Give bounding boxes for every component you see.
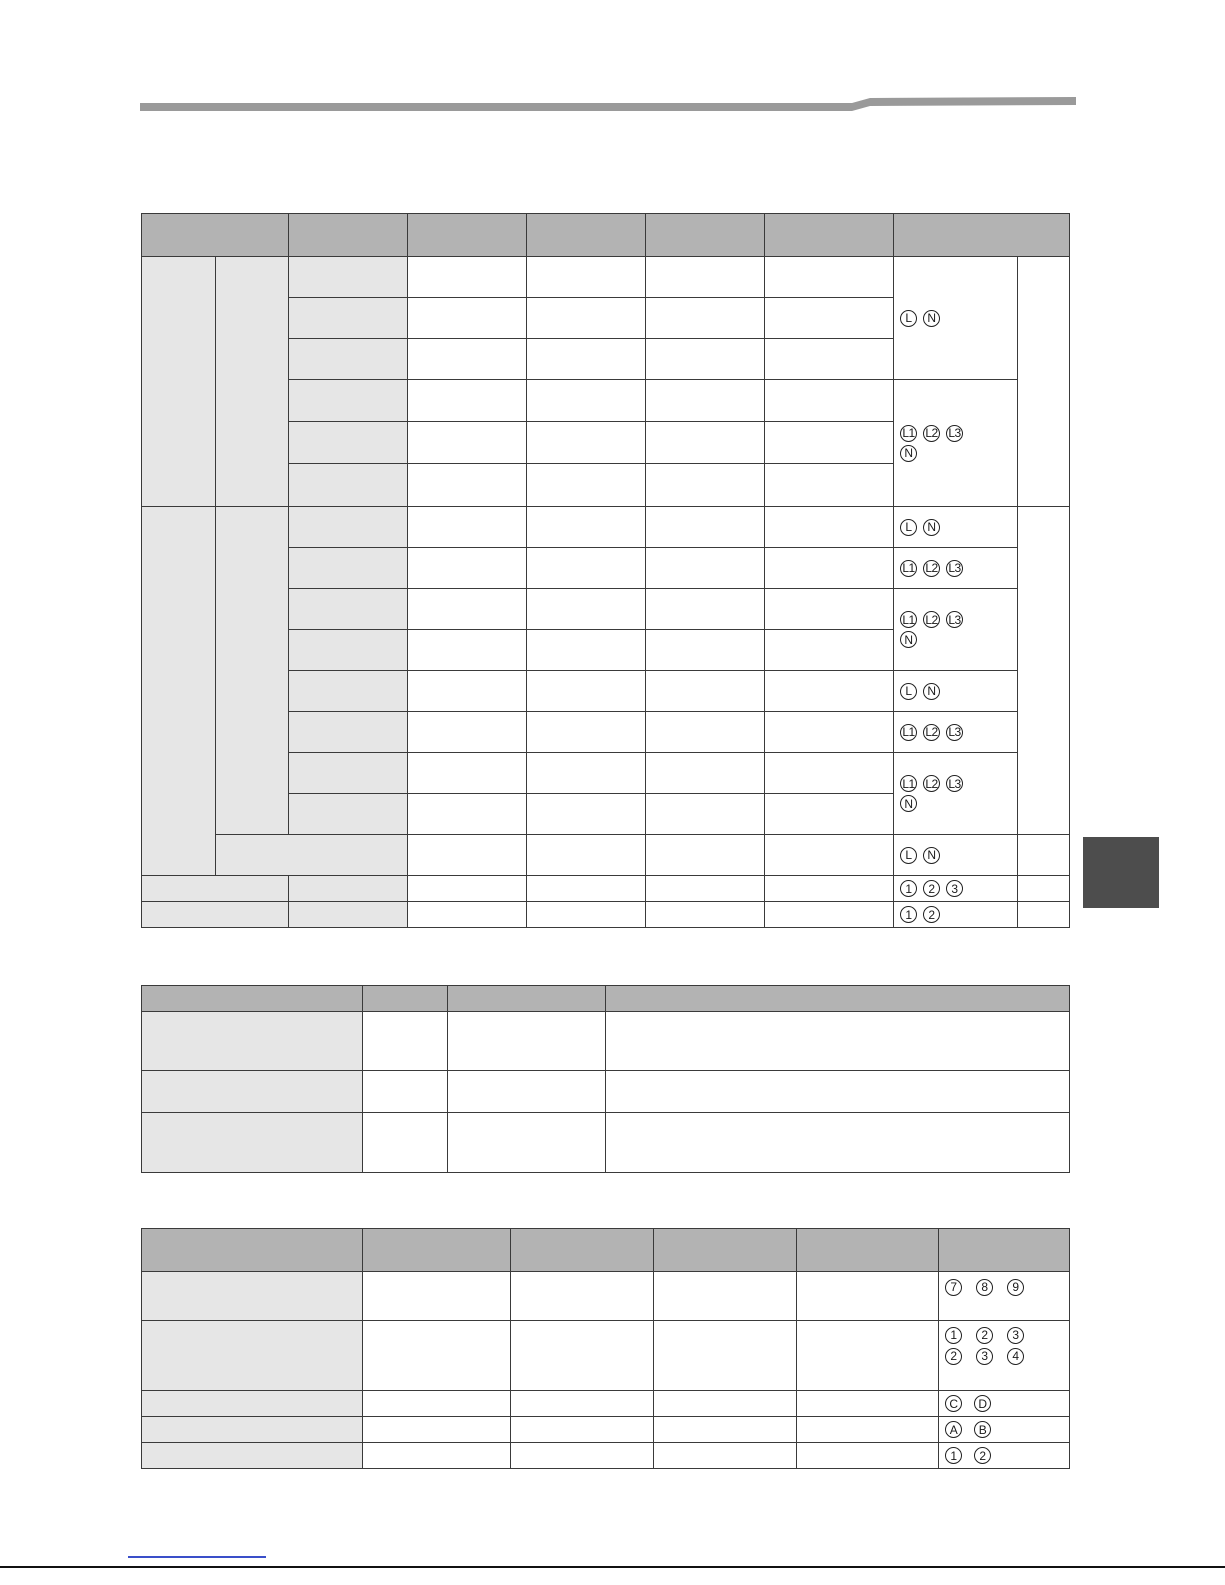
terminal-d-icon: D [974,1395,991,1412]
table-row [142,1113,1070,1173]
terminal-cell-ab [939,1417,1070,1443]
terminal-cell-cd [939,1391,1070,1417]
table-row [142,835,1070,876]
terminal-cell-3ph [894,712,1018,753]
table-row [142,1012,1070,1071]
terminal-l1-icon: L1 [900,425,917,442]
terminal-l2-icon: L2 [923,611,940,628]
terminal-l3-icon: L3 [946,560,963,577]
terminal-l2-icon: L2 [923,425,940,442]
terminal-n-icon: N [900,445,917,462]
terminal-l1-icon: L1 [900,775,917,792]
terminal-n-icon: N [923,683,940,700]
table-row [142,257,1070,298]
table-row [142,1071,1070,1113]
terminal-cell-12 [894,902,1018,928]
terminal-3-icon: 3 [976,1348,993,1365]
terminal-n-icon: N [923,310,940,327]
table-row [142,507,1070,548]
terminal-l3-icon: L3 [946,775,963,792]
terminal-cell-l-n [894,257,1018,380]
terminal-a-icon: A [945,1421,962,1438]
table-row [142,1443,1070,1469]
terminal-l1-icon: L1 [900,724,917,741]
table-header-row [142,1229,1070,1272]
table-row [142,1417,1070,1443]
terminal-1-icon: 1 [900,880,917,897]
terminal-cell-12 [939,1443,1070,1469]
wiring-spec-table [141,985,1070,1173]
terminal-9-icon: 9 [1007,1279,1024,1296]
table-row [142,1321,1070,1391]
footer-link[interactable] [128,1556,266,1558]
footer-rule [0,1566,1225,1568]
terminal-b-icon: B [974,1421,991,1438]
terminal-n-icon: N [923,847,940,864]
terminal-l2-icon: L2 [923,775,940,792]
terminal-l-icon: L [900,847,917,864]
terminal-2-icon: 2 [976,1327,993,1344]
terminal-l-icon: L [900,310,917,327]
power-supply-table [141,213,1070,928]
terminal-n-icon: N [900,631,917,648]
terminal-2-icon: 2 [974,1447,991,1464]
terminal-cell-l-n [894,671,1018,712]
terminal-cell-3ph-n [894,380,1018,507]
terminal-cell-789 [939,1272,1070,1321]
terminal-l3-icon: L3 [946,724,963,741]
terminal-3-icon: 3 [946,880,963,897]
table-row [142,1272,1070,1321]
control-terminal-table [141,1228,1070,1469]
table-header-row [142,214,1070,257]
terminal-cell-3ph-n [894,753,1018,835]
terminal-l3-icon: L3 [946,611,963,628]
terminal-cell-3ph [894,548,1018,589]
terminal-l3-icon: L3 [946,425,963,442]
table-row [142,876,1070,902]
terminal-l2-icon: L2 [923,560,940,577]
terminal-2-icon: 2 [923,880,940,897]
terminal-1-icon: 1 [945,1327,962,1344]
terminal-cell-123-234 [939,1321,1070,1391]
terminal-cell-123 [894,876,1018,902]
terminal-cell-l-n [894,507,1018,548]
table-header-row [142,986,1070,1012]
terminal-n-icon: N [923,519,940,536]
terminal-l-icon: L [900,519,917,536]
terminal-n-icon: N [900,795,917,812]
terminal-cell-3ph-n [894,589,1018,671]
terminal-1-icon: 1 [900,906,917,923]
terminal-8-icon: 8 [976,1279,993,1296]
terminal-4-icon: 4 [1007,1348,1024,1365]
table-row [142,1391,1070,1417]
terminal-l1-icon: L1 [900,560,917,577]
terminal-7-icon: 7 [945,1279,962,1296]
terminal-cell-l-n [894,835,1018,876]
terminal-l-icon: L [900,683,917,700]
terminal-l2-icon: L2 [923,724,940,741]
header-rule [140,96,1076,114]
terminal-2-icon: 2 [945,1348,962,1365]
terminal-c-icon: C [945,1395,962,1412]
terminal-1-icon: 1 [945,1447,962,1464]
terminal-l1-icon: L1 [900,611,917,628]
terminal-3-icon: 3 [1007,1327,1024,1344]
chapter-tab [1083,837,1159,908]
terminal-2-icon: 2 [923,906,940,923]
table-row [142,902,1070,928]
